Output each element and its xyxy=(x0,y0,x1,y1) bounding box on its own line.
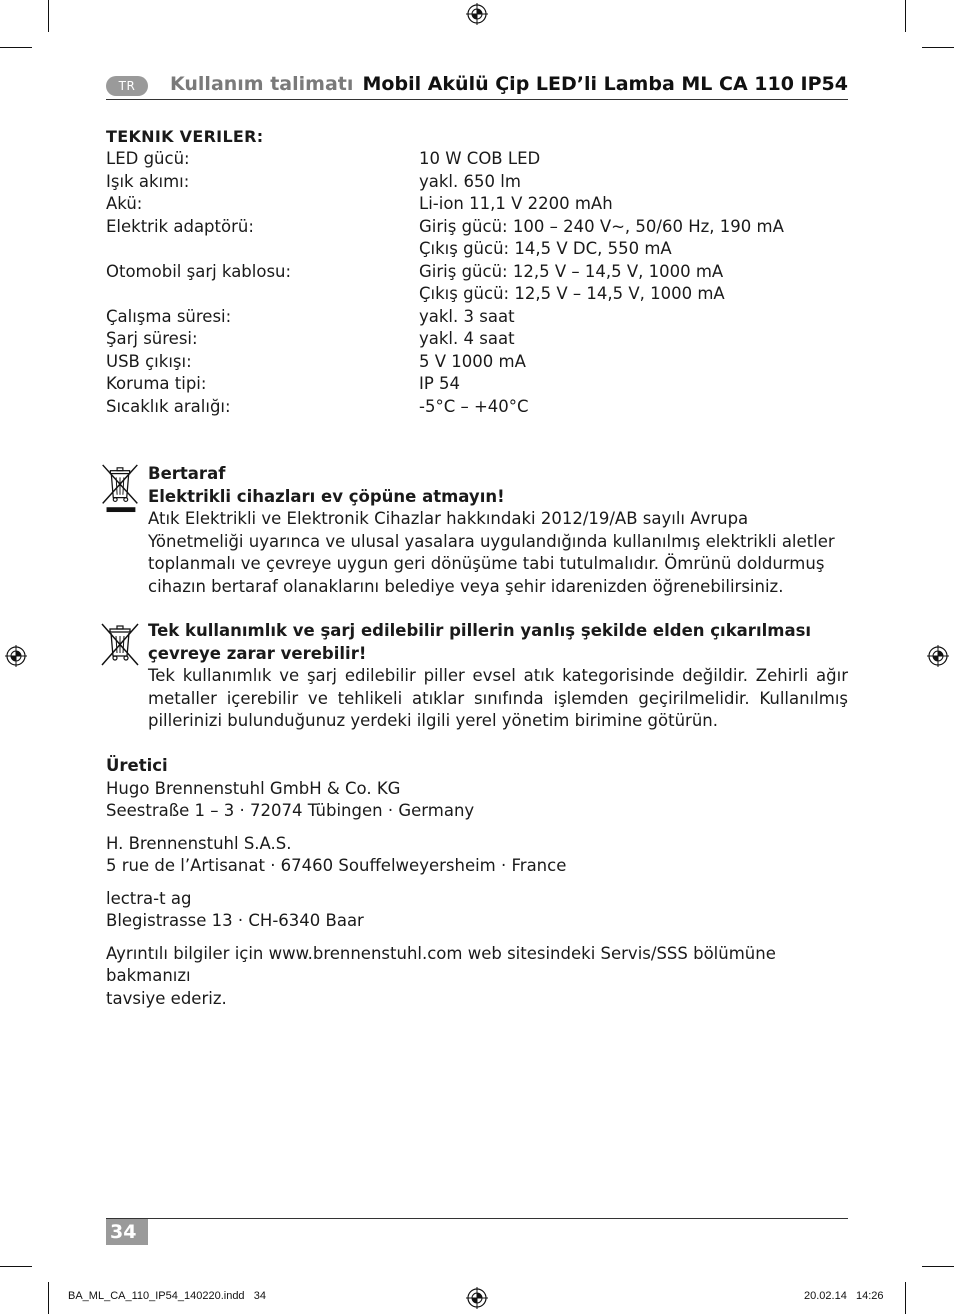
spec-label: Akü: xyxy=(106,194,143,213)
spec-row xyxy=(106,373,848,396)
address-line: 5 rue de l’Artisanat · 67460 Souffelweyersheim · France xyxy=(106,856,567,875)
registration-mark-icon xyxy=(927,645,949,667)
address-line: Seestraße 1 – 3 · 72074 Tübingen · Germany xyxy=(106,801,475,820)
registration-mark-icon xyxy=(5,645,27,667)
spec-value: yakl. 650 lm xyxy=(419,171,521,191)
spec-label: Sıcaklık aralığı: xyxy=(106,396,231,416)
spec-row xyxy=(106,238,848,261)
spec-value: IP 54 xyxy=(419,374,461,393)
crop-mark xyxy=(0,1266,32,1267)
spec-row xyxy=(106,306,848,329)
spec-label: USB çıkışı: xyxy=(106,351,192,371)
file-slug: BA_ML_CA_110_IP54_140220.indd 34 xyxy=(68,1290,266,1302)
registration-mark-icon xyxy=(466,1287,488,1309)
address-line: Blegistrasse 13 · CH-6340 Baar xyxy=(106,911,364,930)
crossed-out-wheelie-bin-icon xyxy=(100,620,140,670)
manufacturer-section xyxy=(106,755,848,1010)
spec-value: Çıkış gücü: 14,5 V DC, 550 mA xyxy=(419,239,672,258)
crop-mark xyxy=(48,0,49,32)
date-slug: 20.02.14 14:26 xyxy=(804,1290,884,1302)
crop-mark xyxy=(922,47,954,48)
spec-label: Elektrik adaptörü: xyxy=(106,216,254,236)
spec-row xyxy=(106,171,848,194)
address-line: Hugo Brennenstuhl GmbH & Co. KG xyxy=(106,778,401,798)
spec-label: Işık akımı: xyxy=(106,171,190,191)
spec-label: Şarj süresi: xyxy=(106,329,198,348)
spec-row xyxy=(106,216,848,239)
spec-row xyxy=(106,261,848,284)
address-line: H. Brennenstuhl S.A.S. xyxy=(106,833,292,853)
service-info: tavsiye ederiz. xyxy=(106,988,227,1008)
spec-label xyxy=(106,283,419,306)
disposal-subtitle: Elektrikli cihazları ev çöpüne atmayın! xyxy=(148,486,505,506)
header-divider xyxy=(106,99,848,100)
spec-value: -5°C – +40°C xyxy=(419,396,529,416)
spec-value: yakl. 4 saat xyxy=(419,329,515,348)
spec-label: Çalışma süresi: xyxy=(106,306,232,326)
spec-row xyxy=(106,351,848,374)
spec-label: LED gücü: xyxy=(106,149,190,168)
battery-warning-text: Tek kullanımlık ve şarj edilebilir piller evsel atık kategorisinde değildir. Zehirli ağır metaller içerebilir ve tehlikeli atıklar sınıfında işlemden geçirilmelidir. Kullanılmış pillerinizi bulunduğunuz yerdeki ilgili yerel yönetim birimine götürün. xyxy=(148,666,848,730)
disposal-notice xyxy=(100,463,848,598)
spec-row xyxy=(106,328,848,351)
manufacturer-heading: Üretici xyxy=(106,756,168,775)
page-number: 34 xyxy=(106,1219,148,1245)
spec-row xyxy=(106,148,848,171)
product-title: Mobil Akülü Çip LED’li Lamba ML CA 110 IP54 xyxy=(362,73,848,95)
spec-label: Otomobil şarj kablosu: xyxy=(106,261,292,281)
spec-row xyxy=(106,396,848,419)
crop-mark xyxy=(905,1282,906,1314)
section-title: Kullanım talimatı xyxy=(170,73,354,95)
footer-divider xyxy=(106,1218,848,1219)
crop-mark xyxy=(905,0,906,32)
spec-value: Giriş gücü: 12,5 V – 14,5 V, 1000 mA xyxy=(419,261,724,281)
address-line: lectra-t ag xyxy=(106,888,192,908)
crop-mark xyxy=(48,1282,49,1314)
spec-value: 10 W COB LED xyxy=(419,149,541,168)
spec-row xyxy=(106,283,848,306)
spec-value: Giriş gücü: 100 – 240 V~, 50/60 Hz, 190 mA xyxy=(419,216,784,236)
spec-value: yakl. 3 saat xyxy=(419,306,515,326)
spec-value: Li-ion 11,1 V 2200 mAh xyxy=(419,194,613,213)
spec-label: Koruma tipi: xyxy=(106,374,207,393)
spec-label xyxy=(106,238,419,261)
language-badge: TR xyxy=(106,76,148,96)
spec-row xyxy=(106,193,848,216)
registration-mark-icon xyxy=(466,3,488,25)
service-info: Ayrıntılı bilgiler için www.brennenstuhl.com web sitesindeki Servis/SSS bölümüne bakmanızı xyxy=(106,943,776,985)
specs-heading: TEKNIK VERILER: xyxy=(106,127,264,146)
crop-mark xyxy=(0,47,32,48)
spec-value: 5 V 1000 mA xyxy=(419,351,526,371)
disposal-title: Bertaraf xyxy=(148,464,226,483)
crop-mark xyxy=(922,1266,954,1267)
technical-specs xyxy=(106,126,848,418)
disposal-text: Atık Elektrikli ve Elektronik Cihazlar hakkındaki 2012/19/AB sayılı Avrupa Yönetmeliği uyarınca ve ulusal yasalara uygulandığında kullanılmış elektrikli aletler toplanmalı ve çevreye uygun geri dönüşüme tabi tutulmalıdır. Ömrünü doldurmuş cihazın bertaraf olanaklarını belediye veya şehir idarenizden öğrenebilirsiniz. xyxy=(148,509,835,596)
battery-notice xyxy=(100,620,848,733)
spec-value: Çıkış gücü: 12,5 V – 14,5 V, 1000 mA xyxy=(419,284,725,303)
battery-warning-title: Tek kullanımlık ve şarj edilebilir pillerin yanlış şekilde elden çıkarılması çevreye zarar verebilir! xyxy=(148,621,812,663)
crossed-out-wheelie-bin-icon xyxy=(100,463,140,513)
